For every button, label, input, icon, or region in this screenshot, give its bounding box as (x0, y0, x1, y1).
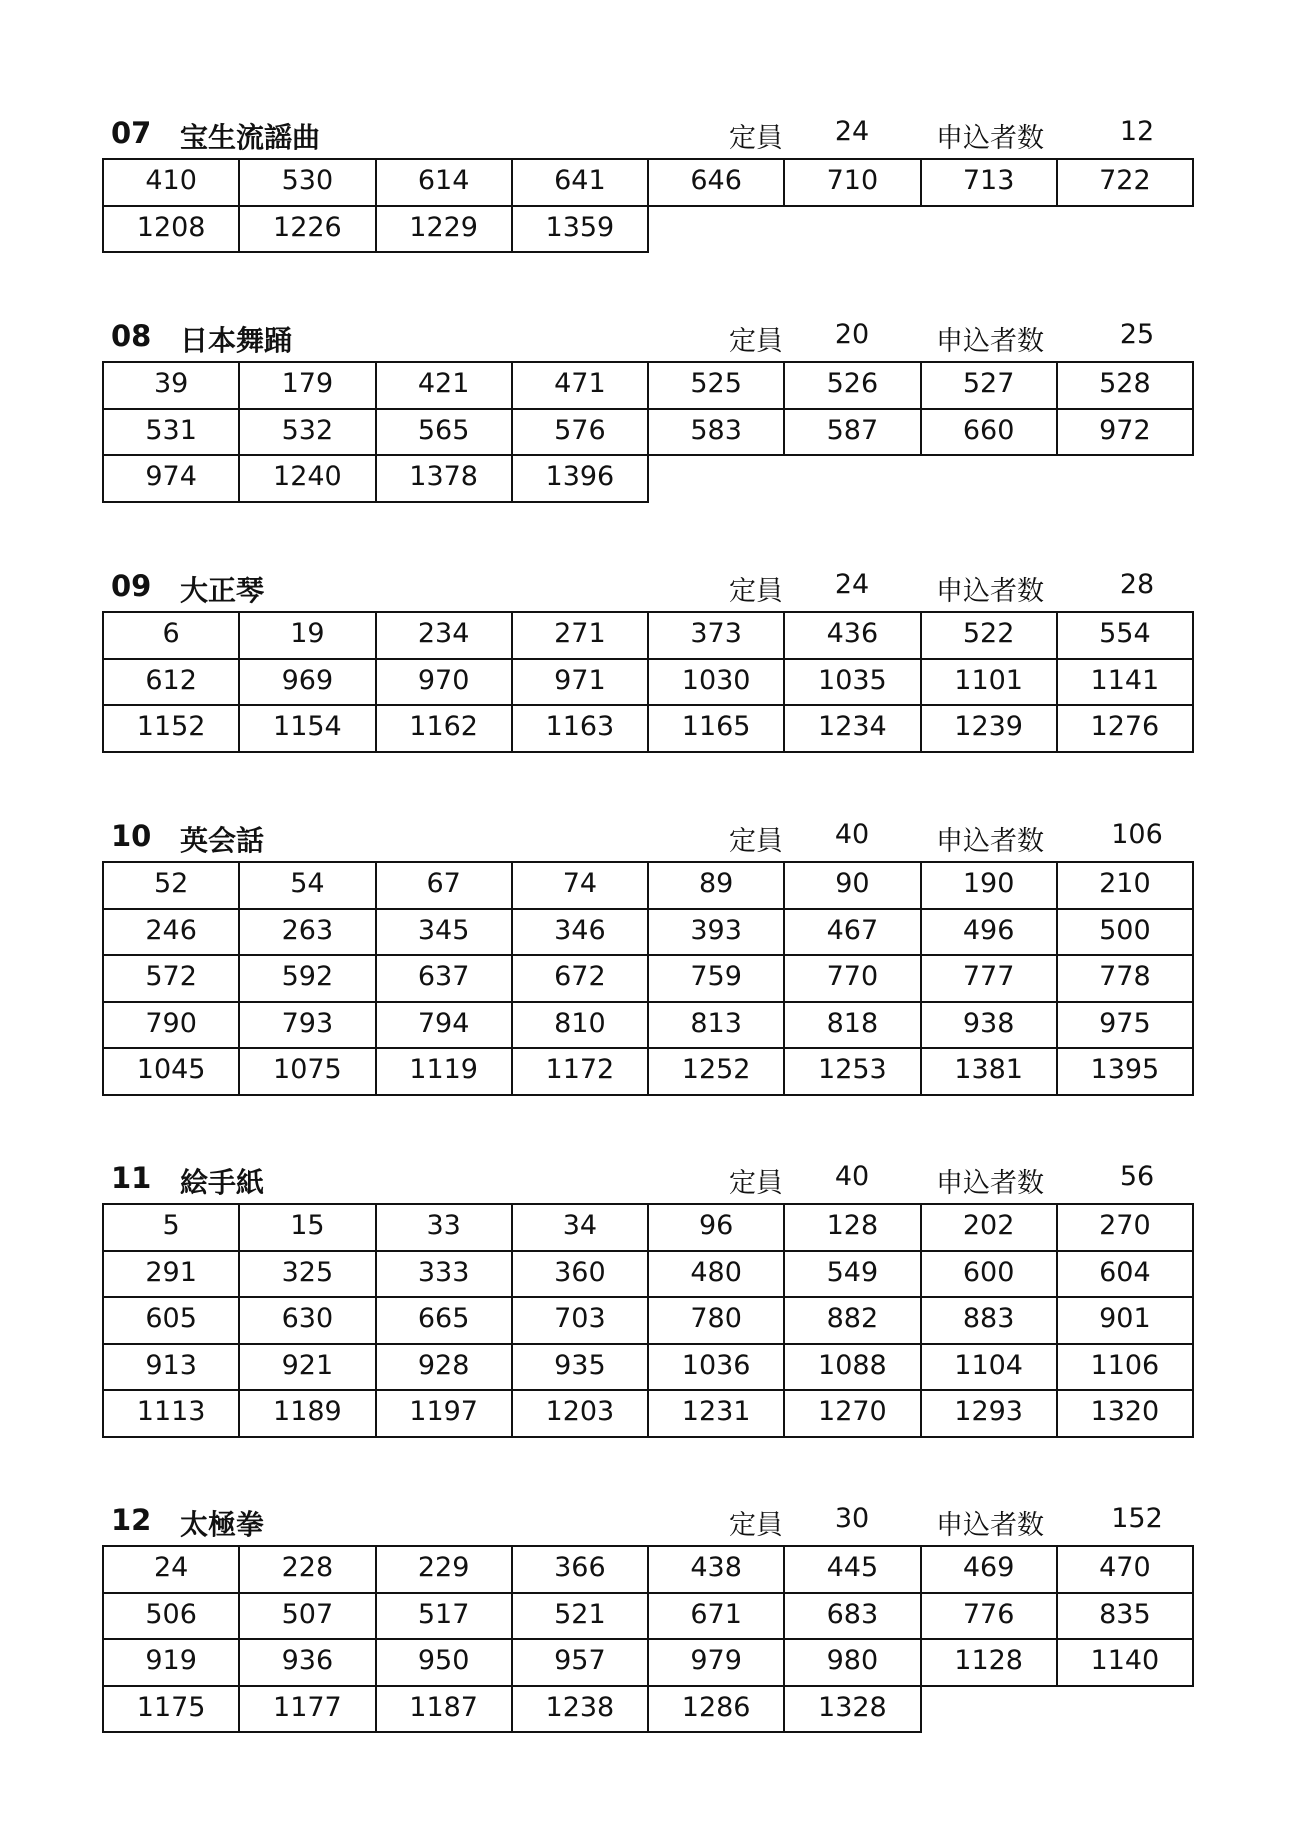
table-cell: 525 (647, 361, 785, 410)
table-cell: 1293 (920, 1389, 1058, 1438)
table-row (102, 1592, 1208, 1639)
capacity-label: 定員 (729, 826, 783, 857)
table-cell: 813 (647, 1001, 785, 1050)
table-cell: 263 (238, 908, 376, 957)
table-cell: 913 (102, 1343, 240, 1392)
table-row (102, 1250, 1208, 1297)
table-cell: 33 (375, 1203, 513, 1252)
table-cell: 89 (647, 861, 785, 910)
table-cell: 39 (102, 361, 240, 410)
table-row (102, 1685, 1208, 1732)
applicant-number-table (102, 361, 1208, 501)
table-cell: 605 (102, 1296, 240, 1345)
table-cell: 1088 (783, 1343, 921, 1392)
table-cell: 957 (511, 1638, 649, 1687)
table-cell: 818 (783, 1001, 921, 1050)
table-cell: 90 (783, 861, 921, 910)
applicant-number-table (102, 158, 1208, 251)
capacity-label: 定員 (729, 123, 783, 154)
table-row (102, 1001, 1208, 1048)
table-cell: 646 (647, 158, 785, 207)
table-cell: 469 (920, 1545, 1058, 1594)
course-number: 07 (111, 116, 152, 150)
table-cell: 496 (920, 908, 1058, 957)
table-cell: 445 (783, 1545, 921, 1594)
course-title: 日本舞踊 (180, 324, 293, 357)
table-row (102, 658, 1208, 705)
table-cell: 604 (1056, 1250, 1194, 1299)
course-section (102, 563, 1208, 751)
table-cell: 1396 (511, 454, 649, 503)
table-cell: 794 (375, 1001, 513, 1050)
table-cell: 246 (102, 908, 240, 957)
table-cell: 1152 (102, 704, 240, 753)
course-section (102, 1155, 1208, 1436)
table-cell: 919 (102, 1638, 240, 1687)
applicants-label: 申込者数 (936, 576, 1044, 607)
table-row (102, 704, 1208, 751)
table-cell: 1140 (1056, 1638, 1194, 1687)
capacity-label: 定員 (729, 576, 783, 607)
table-cell: 228 (238, 1545, 376, 1594)
course-title: 宝生流謡曲 (180, 121, 321, 154)
applicants-value: 25 (1119, 319, 1155, 350)
section-header (102, 563, 1208, 611)
table-cell: 1154 (238, 704, 376, 753)
course-section (102, 813, 1208, 1094)
table-row (102, 1296, 1208, 1343)
table-cell: 291 (102, 1250, 240, 1299)
capacity-label: 定員 (729, 326, 783, 357)
table-cell: 190 (920, 861, 1058, 910)
table-cell: 592 (238, 954, 376, 1003)
applicants-value: 152 (1111, 1503, 1163, 1534)
course-section (102, 1497, 1208, 1731)
table-cell: 24 (102, 1545, 240, 1594)
table-cell: 6 (102, 611, 240, 660)
table-cell: 780 (647, 1296, 785, 1345)
table-cell: 614 (375, 158, 513, 207)
table-cell: 1045 (102, 1047, 240, 1096)
table-cell: 96 (647, 1203, 785, 1252)
table-row (102, 611, 1208, 658)
capacity-label: 定員 (729, 1510, 783, 1541)
table-row (102, 861, 1208, 908)
table-cell: 683 (783, 1592, 921, 1641)
table-cell: 470 (1056, 1545, 1194, 1594)
table-cell: 270 (1056, 1203, 1194, 1252)
table-cell: 1286 (647, 1685, 785, 1734)
table-cell: 936 (238, 1638, 376, 1687)
table-cell: 587 (783, 408, 921, 457)
table-cell: 1226 (238, 205, 376, 254)
table-cell: 974 (102, 454, 240, 503)
course-title: 英会話 (180, 824, 265, 857)
applicants-label: 申込者数 (936, 123, 1044, 154)
table-cell: 1162 (375, 704, 513, 753)
table-cell: 1252 (647, 1047, 785, 1096)
section-header (102, 1497, 1208, 1545)
table-row (102, 205, 1208, 252)
table-row (102, 954, 1208, 1001)
table-cell: 346 (511, 908, 649, 957)
table-cell: 921 (238, 1343, 376, 1392)
table-cell: 410 (102, 158, 240, 207)
table-cell: 507 (238, 1592, 376, 1641)
table-cell: 770 (783, 954, 921, 1003)
table-cell: 600 (920, 1250, 1058, 1299)
table-cell: 1381 (920, 1047, 1058, 1096)
table-cell: 975 (1056, 1001, 1194, 1050)
table-cell: 759 (647, 954, 785, 1003)
table-cell: 1197 (375, 1389, 513, 1438)
table-cell: 1320 (1056, 1389, 1194, 1438)
table-cell: 703 (511, 1296, 649, 1345)
table-cell: 1328 (783, 1685, 921, 1734)
applicants-value: 56 (1119, 1161, 1155, 1192)
section-header (102, 813, 1208, 861)
table-row (102, 908, 1208, 955)
table-cell: 641 (511, 158, 649, 207)
section-header (102, 1155, 1208, 1203)
table-cell: 34 (511, 1203, 649, 1252)
table-cell: 1187 (375, 1685, 513, 1734)
applicants-label: 申込者数 (936, 826, 1044, 857)
table-cell: 234 (375, 611, 513, 660)
table-cell: 1035 (783, 658, 921, 707)
table-row (102, 361, 1208, 408)
table-cell: 1378 (375, 454, 513, 503)
course-number: 11 (111, 1161, 152, 1195)
course-title: 絵手紙 (180, 1166, 265, 1199)
table-cell: 526 (783, 361, 921, 410)
table-cell: 52 (102, 861, 240, 910)
applicants-label: 申込者数 (936, 1510, 1044, 1541)
table-cell: 480 (647, 1250, 785, 1299)
table-cell: 710 (783, 158, 921, 207)
table-cell: 1359 (511, 205, 649, 254)
course-number: 08 (111, 319, 152, 353)
table-cell: 5 (102, 1203, 240, 1252)
table-cell: 1113 (102, 1389, 240, 1438)
table-row (102, 1047, 1208, 1094)
table-cell: 777 (920, 954, 1058, 1003)
table-cell: 527 (920, 361, 1058, 410)
applicants-label: 申込者数 (936, 326, 1044, 357)
table-row (102, 454, 1208, 501)
table-cell: 421 (375, 361, 513, 410)
table-cell: 790 (102, 1001, 240, 1050)
table-cell: 776 (920, 1592, 1058, 1641)
course-section (102, 110, 1208, 251)
course-number: 12 (111, 1503, 152, 1537)
course-section (102, 313, 1208, 501)
table-cell: 67 (375, 861, 513, 910)
table-cell: 1128 (920, 1638, 1058, 1687)
table-cell: 1141 (1056, 658, 1194, 707)
table-cell: 1395 (1056, 1047, 1194, 1096)
applicant-number-table (102, 611, 1208, 751)
table-cell: 531 (102, 408, 240, 457)
table-cell: 467 (783, 908, 921, 957)
table-cell: 935 (511, 1343, 649, 1392)
table-cell: 565 (375, 408, 513, 457)
table-cell: 938 (920, 1001, 1058, 1050)
table-cell: 1203 (511, 1389, 649, 1438)
table-cell: 210 (1056, 861, 1194, 910)
table-cell: 500 (1056, 908, 1194, 957)
table-cell: 554 (1056, 611, 1194, 660)
table-cell: 883 (920, 1296, 1058, 1345)
table-cell: 1030 (647, 658, 785, 707)
table-cell: 521 (511, 1592, 649, 1641)
table-cell: 271 (511, 611, 649, 660)
table-cell: 532 (238, 408, 376, 457)
table-row (102, 1389, 1208, 1436)
table-cell: 971 (511, 658, 649, 707)
table-cell: 549 (783, 1250, 921, 1299)
table-row (102, 158, 1208, 205)
table-cell: 438 (647, 1545, 785, 1594)
table-cell: 1229 (375, 205, 513, 254)
table-cell: 1175 (102, 1685, 240, 1734)
table-cell: 979 (647, 1638, 785, 1687)
table-cell: 660 (920, 408, 1058, 457)
table-cell: 637 (375, 954, 513, 1003)
table-row (102, 1638, 1208, 1685)
table-cell: 333 (375, 1250, 513, 1299)
table-cell: 572 (102, 954, 240, 1003)
table-row (102, 1545, 1208, 1592)
capacity-value: 30 (834, 1503, 870, 1534)
section-header (102, 110, 1208, 158)
applicants-value: 106 (1111, 819, 1163, 850)
table-cell: 345 (375, 908, 513, 957)
table-cell: 1270 (783, 1389, 921, 1438)
table-cell: 1119 (375, 1047, 513, 1096)
applicants-value: 28 (1119, 569, 1155, 600)
table-cell: 630 (238, 1296, 376, 1345)
table-row (102, 1203, 1208, 1250)
table-cell: 1238 (511, 1685, 649, 1734)
table-cell: 778 (1056, 954, 1194, 1003)
table-cell: 1172 (511, 1047, 649, 1096)
table-cell: 1276 (1056, 704, 1194, 753)
capacity-value: 40 (834, 1161, 870, 1192)
table-cell: 882 (783, 1296, 921, 1345)
table-cell: 517 (375, 1592, 513, 1641)
capacity-label: 定員 (729, 1168, 783, 1199)
table-cell: 506 (102, 1592, 240, 1641)
table-cell: 1208 (102, 205, 240, 254)
table-cell: 969 (238, 658, 376, 707)
table-cell: 1253 (783, 1047, 921, 1096)
table-cell: 528 (1056, 361, 1194, 410)
table-cell: 179 (238, 361, 376, 410)
table-cell: 835 (1056, 1592, 1194, 1641)
table-cell: 928 (375, 1343, 513, 1392)
table-cell: 1106 (1056, 1343, 1194, 1392)
table-cell: 672 (511, 954, 649, 1003)
table-cell: 612 (102, 658, 240, 707)
course-number: 09 (111, 569, 152, 603)
table-cell: 1234 (783, 704, 921, 753)
table-cell: 360 (511, 1250, 649, 1299)
table-cell: 901 (1056, 1296, 1194, 1345)
table-cell: 950 (375, 1638, 513, 1687)
table-cell: 1189 (238, 1389, 376, 1438)
table-cell: 393 (647, 908, 785, 957)
capacity-value: 20 (834, 319, 870, 350)
table-cell: 1177 (238, 1685, 376, 1734)
table-cell: 373 (647, 611, 785, 660)
table-cell: 229 (375, 1545, 513, 1594)
course-title: 太極拳 (180, 1508, 265, 1541)
table-cell: 1239 (920, 704, 1058, 753)
table-cell: 15 (238, 1203, 376, 1252)
applicants-label: 申込者数 (936, 1168, 1044, 1199)
table-row (102, 1343, 1208, 1390)
table-cell: 54 (238, 861, 376, 910)
course-number: 10 (111, 819, 152, 853)
table-cell: 522 (920, 611, 1058, 660)
applicants-value: 12 (1119, 116, 1155, 147)
table-cell: 1240 (238, 454, 376, 503)
table-cell: 1104 (920, 1343, 1058, 1392)
table-row (102, 408, 1208, 455)
table-cell: 471 (511, 361, 649, 410)
section-header (102, 313, 1208, 361)
table-cell: 1101 (920, 658, 1058, 707)
course-title: 大正琴 (180, 574, 265, 607)
table-cell: 722 (1056, 158, 1194, 207)
capacity-value: 40 (834, 819, 870, 850)
table-cell: 583 (647, 408, 785, 457)
table-cell: 19 (238, 611, 376, 660)
applicant-number-table (102, 1203, 1208, 1436)
table-cell: 1075 (238, 1047, 376, 1096)
table-cell: 980 (783, 1638, 921, 1687)
table-cell: 530 (238, 158, 376, 207)
table-cell: 1036 (647, 1343, 785, 1392)
table-cell: 1163 (511, 704, 649, 753)
capacity-value: 24 (834, 569, 870, 600)
table-cell: 665 (375, 1296, 513, 1345)
table-cell: 1231 (647, 1389, 785, 1438)
table-cell: 1165 (647, 704, 785, 753)
table-cell: 128 (783, 1203, 921, 1252)
table-cell: 325 (238, 1250, 376, 1299)
table-cell: 671 (647, 1592, 785, 1641)
table-cell: 793 (238, 1001, 376, 1050)
table-cell: 366 (511, 1545, 649, 1594)
table-cell: 202 (920, 1203, 1058, 1252)
table-cell: 436 (783, 611, 921, 660)
capacity-value: 24 (834, 116, 870, 147)
applicant-number-table (102, 861, 1208, 1094)
table-cell: 972 (1056, 408, 1194, 457)
table-cell: 970 (375, 658, 513, 707)
table-cell: 74 (511, 861, 649, 910)
table-cell: 576 (511, 408, 649, 457)
table-cell: 713 (920, 158, 1058, 207)
applicant-number-table (102, 1545, 1208, 1731)
table-cell: 810 (511, 1001, 649, 1050)
